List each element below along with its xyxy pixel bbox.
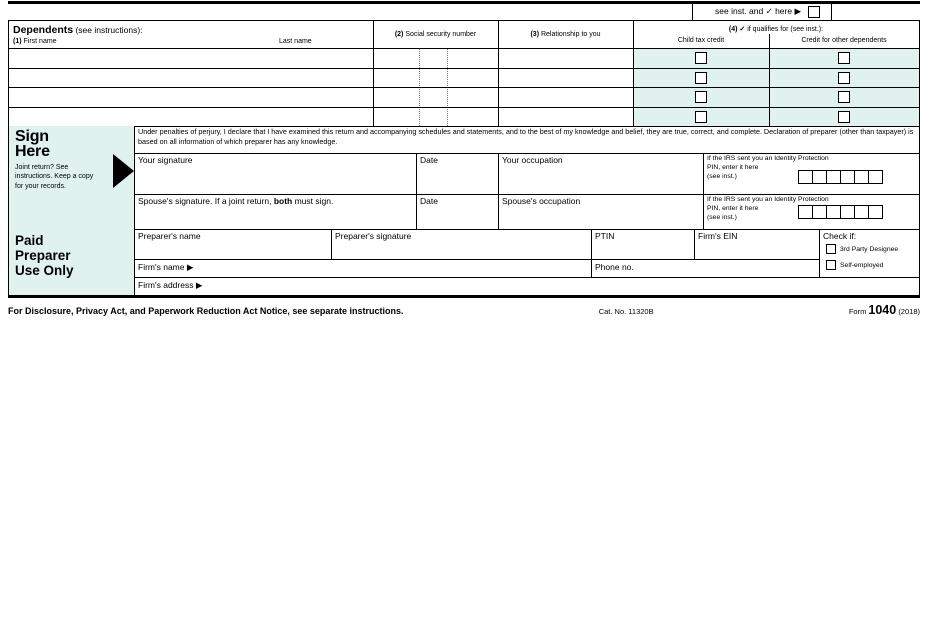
pin-box[interactable] (840, 170, 855, 184)
pin-box[interactable] (854, 170, 869, 184)
dependent-row (9, 107, 919, 126)
dependent-name-field[interactable] (9, 87, 373, 107)
pin-box[interactable] (826, 205, 841, 219)
pin-box[interactable] (868, 205, 883, 219)
dependent-ssn-field[interactable] (373, 107, 498, 126)
dependent-row (9, 68, 919, 87)
dependent-row (9, 87, 919, 107)
phone-no-field[interactable]: Phone no. (595, 262, 634, 272)
check-if-cell (819, 229, 919, 277)
pin-note: If the IRS sent you an Identity Protection (707, 155, 829, 162)
child-tax-credit-checkbox[interactable] (695, 111, 707, 123)
pin-box[interactable] (798, 170, 813, 184)
preparer-name-field[interactable]: Preparer's name (138, 231, 201, 241)
dependent-row (9, 48, 919, 68)
credit-other-dependents-checkbox[interactable] (838, 91, 850, 103)
date-field[interactable]: Date (420, 155, 438, 165)
paid-preparer-title: Paid Preparer Use Only (15, 233, 74, 278)
pin-input-boxes (799, 205, 883, 219)
dependent-ssn-field[interactable] (373, 87, 498, 107)
firm-address-field[interactable]: Firm's address ▶ (138, 280, 203, 290)
dependent-name-field[interactable] (9, 48, 373, 68)
joint-return-note: Joint return? See instructions. Keep a copy for your records. (15, 164, 94, 190)
firm-name-field[interactable]: Firm's name ▶ (138, 262, 194, 272)
credit-other-dependents-checkbox[interactable] (838, 52, 850, 64)
pin-box[interactable] (840, 205, 855, 219)
self-employed-row: Self-employed (826, 260, 915, 270)
see-inst-note: see inst. and ✓ here ▶ (715, 6, 801, 16)
pin-box[interactable] (868, 170, 883, 184)
form-body (8, 20, 920, 298)
pin-note: If the IRS sent you an Identity Protection (707, 196, 829, 203)
credit-other-dependents-checkbox[interactable] (838, 72, 850, 84)
catalog-number: Cat. No. 11320B (598, 307, 654, 316)
disclosure-notice: For Disclosure, Privacy Act, and Paperwork Reduction Act Notice, see separate instructions. (8, 306, 404, 316)
spouse-occupation-field[interactable]: Spouse's occupation (502, 196, 581, 206)
pin-box[interactable] (812, 170, 827, 184)
pointer-arrow-icon (113, 154, 134, 188)
form-number: Form 1040 (2018) (848, 303, 920, 317)
third-party-designee-checkbox[interactable] (826, 244, 836, 254)
child-tax-credit-checkbox[interactable] (695, 72, 707, 84)
child-tax-credit-header: Child tax credit (677, 37, 725, 44)
dependent-ssn-field[interactable] (373, 48, 498, 68)
child-tax-credit-checkbox[interactable] (695, 91, 707, 103)
qualifies-header: (4) ✓ if qualifies for (see inst.): (728, 26, 824, 33)
self-employed-checkbox[interactable] (826, 260, 836, 270)
ssn-header: (2) Social security number (394, 31, 477, 38)
firm-ein-field[interactable]: Firm's EIN (698, 231, 738, 241)
dependent-name-field[interactable] (9, 107, 373, 126)
spouse-signature-field[interactable]: Spouse's signature. If a joint return, both must sign. (138, 196, 334, 206)
see-inst-row (692, 3, 832, 20)
dependent-relationship-field[interactable] (498, 68, 633, 87)
dependent-relationship-field[interactable] (498, 48, 633, 68)
spouse-identity-pin-cell: If the IRS sent you an Identity Protection PIN, enter it here (see inst.) (703, 194, 919, 229)
pin-box[interactable] (826, 170, 841, 184)
relationship-header: (3) Relationship to you (530, 31, 601, 38)
third-party-row: 3rd Party Designee (826, 244, 915, 254)
credit-other-dependents-checkbox[interactable] (838, 111, 850, 123)
your-occupation-field[interactable]: Your occupation (502, 155, 563, 165)
sign-here-title: Sign Here (15, 128, 50, 160)
ptin-field[interactable]: PTIN (595, 231, 615, 241)
last-name-header: Last name (279, 38, 312, 45)
footer (8, 303, 920, 317)
pin-box[interactable] (854, 205, 869, 219)
dependents-title: Dependents (see instructions): (13, 24, 143, 36)
dependent-relationship-field[interactable] (498, 107, 633, 126)
credit-other-dependents-header: Credit for other dependents (801, 37, 887, 44)
preparer-signature-field[interactable]: Preparer's signature (335, 231, 412, 241)
dependent-relationship-field[interactable] (498, 87, 633, 107)
pin-box[interactable] (798, 205, 813, 219)
your-signature-field[interactable]: Your signature (138, 155, 193, 165)
perjury-statement: Under penalties of perjury, I declare that I have examined this return and accompanying schedules and statements, and to the best of my knowledge and belief, they are true, correct, and complete. Declaration of preparer (other than taxpayer) is based on all information of which preparer has any knowledge. (138, 127, 914, 147)
pin-box[interactable] (812, 205, 827, 219)
check-if-label: Check if: (823, 231, 857, 241)
dependent-name-field[interactable] (9, 68, 373, 87)
child-tax-credit-checkbox[interactable] (695, 52, 707, 64)
dependent-ssn-field[interactable] (373, 68, 498, 87)
pin-input-boxes (799, 170, 883, 184)
identity-pin-cell: If the IRS sent you an Identity Protection PIN, enter it here (see inst.) (703, 153, 919, 194)
spouse-date-field[interactable]: Date (420, 196, 438, 206)
first-name-header: (1) First name (13, 38, 57, 45)
see-inst-checkbox[interactable] (808, 6, 820, 18)
